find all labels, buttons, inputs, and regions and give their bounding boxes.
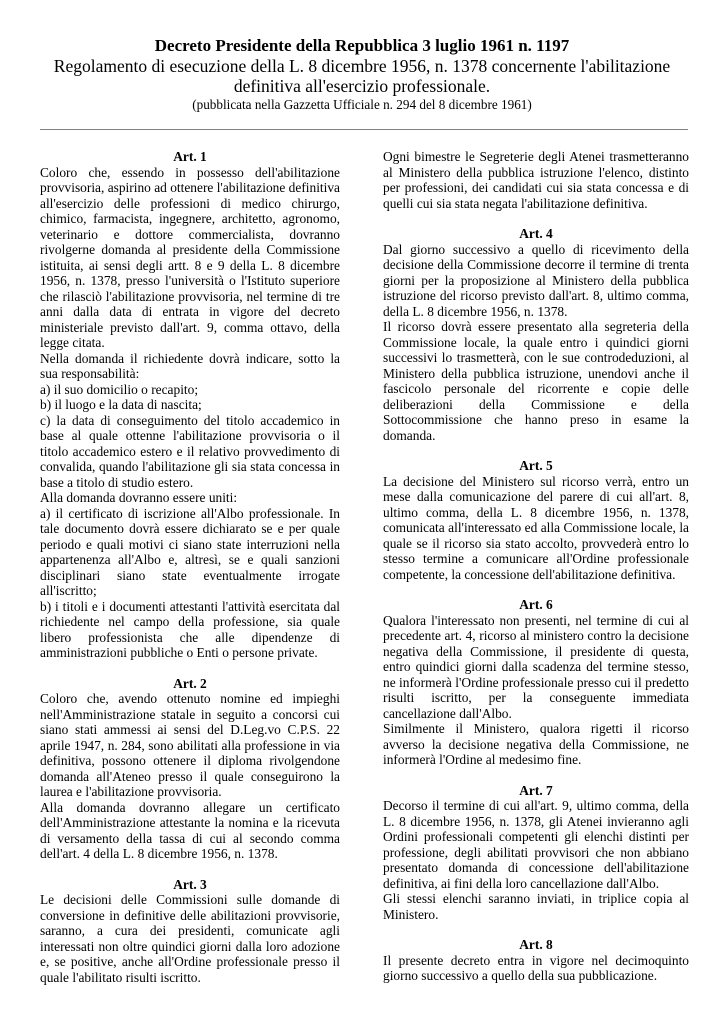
article-heading: Art. 4 xyxy=(519,226,553,241)
article-1 xyxy=(40,149,340,661)
article-paragraph: Alla domanda dovranno allegare un certificato dell'Amministrazione attestante la nomina e la ricevuta di versamento della tassa di cui al secondo comma dell'art. 4 della L. 8 dicembre 1956, n. 1378. xyxy=(40,799,340,861)
article-4 xyxy=(383,226,689,443)
article-2 xyxy=(40,676,340,862)
article-heading: Art. 5 xyxy=(519,458,553,473)
left-column xyxy=(40,149,340,1000)
article-paragraph: Qualora l'interessato non presenti, nel termine di cui al precedente art. 4, ricorso al ministero contro la decisione negativa della Commissione, il presidente di questa, entro quindici giorni dalla scadenza del termine stesso, ne informerà l'Ordine professionale presso cui il predetto risulti iscritto, per la conseguente immediata cancellazione dall'Albo. xyxy=(383,612,689,721)
publication-note: (pubblicata nella Gazzetta Ufficiale n. 294 del 8 dicembre 1961) xyxy=(192,97,532,112)
article-paragraph: Gli stessi elenchi saranno inviati, in triplice copia al Ministero. xyxy=(383,891,689,922)
article-heading: Art. 8 xyxy=(519,937,553,952)
article-paragraph: Coloro che, essendo in possesso dell'abilitazione provvisoria, aspirino ad ottenere l'abilitazione definitiva all'esercizio delle professioni di medico chirurgo, chimico, farmacista, ingegnere, architetto, agronomo, veterinario e dottore commercialista, dovranno rivolgerne domanda al presidente della Commissione istituita, ai sensi degli artt. 8 e 9 della L. 8 dicembre 1956, n. 1378, presso l'università o l'Istituto superiore che rilasciò l'abilitazione provvisoria, nel termine di tre anni dalla data di entrata in vigore del decreto ministeriale previsto dall'art. 9, comma ottavo, della legge citata. xyxy=(40,164,340,350)
article-paragraph: Ogni bimestre le Segreterie degli Atenei trasmetteranno al Ministero della pubblica istruzione l'elenco, distinto per professioni, dei candidati cui sia stata concessa e di quelli cui sia stata negata l'abilitazione definitiva. xyxy=(383,149,689,211)
decree-title: Decreto Presidente della Repubblica 3 luglio 1961 n. 1197 xyxy=(154,36,570,55)
decree-subtitle: Regolamento di esecuzione della L. 8 dicembre 1956, n. 1378 concernente l'abilitazione definitiva all'esercizio professionale. xyxy=(53,56,671,96)
article-3 xyxy=(40,877,340,986)
article-7 xyxy=(383,783,689,923)
article-paragraph: a) il certificato di iscrizione all'Albo professionale. In tale documento dovrà essere dichiarato se e per quale periodo e quali motivi ci siano state interruzioni nella appartenenza all'Albo e, altresì, se e quali sanzioni disciplinari siano state eventualmente irrogate all'iscritto; xyxy=(40,505,340,598)
article-paragraph: Le decisioni delle Commissioni sulle domande di conversione in definitive delle abilitazioni provvisorie, saranno, a cura dei presidenti, comunicate agli interessati non oltre quindici giorni dalla loro adozione e, se positive, anche all'Ordine professionale presso il quale l'abilitato risulti iscritto. xyxy=(40,892,340,985)
article-paragraph: La decisione del Ministero sul ricorso verrà, entro un mese dalla comunicazione del parere di cui all'art. 8, ultimo comma, della L. 8 dicembre 1956, n. 1378, comunicata all'interessato ed alla Commissione locale, la quale se il ricorso sia stato accolto, provvederà entro lo stesso termine a comunicare all'Ordine professionale competente, la concessione dell'abilitazione definitiva. xyxy=(383,473,689,582)
article-8 xyxy=(383,937,689,984)
article-paragraph: Nella domanda il richiedente dovrà indicare, sotto la sua responsabilità: xyxy=(40,350,340,381)
header-divider xyxy=(40,129,688,130)
article-paragraph: Il ricorso dovrà essere presentato alla segreteria della Commissione locale, la quale entro i quindici giorni successivi lo trasmetterà, con le sue controdeduzioni, al Ministero della pubblica istruzione, unendovi anche il fascicolo personale del ricorrente e copie delle deliberazioni della Commissione e della Sottocommissione che hanno preso in esame la domanda. xyxy=(383,319,689,443)
article-6 xyxy=(383,597,689,768)
article-paragraph: b) i titoli e i documenti attestanti l'attività esercitata dal richiedente nel campo della professione, sia quale libero professionista che alle dipendenze di amministrazioni pubbliche o Enti o persone private. xyxy=(40,598,340,660)
article-3-continued xyxy=(383,149,689,211)
article-paragraph: c) la data di conseguimento del titolo accademico in base al quale ottenne l'abilitazione provvisoria o il titolo accademico estero e il relativo provvedimento di convalida, quando l'abilitazione gli sia stata concessa in base a titolo di studio estero. xyxy=(40,412,340,490)
article-heading: Art. 7 xyxy=(519,782,553,798)
article-paragraph: Dal giorno successivo a quello di ricevimento della decisione della Commissione decorre il termine di trenta giorni per la proposizione al Ministero della pubblica istruzione del ricorso previsto dall'art. 8, ultimo comma, della L. 8 dicembre 1956, n. 1378. xyxy=(383,241,689,319)
article-paragraph: a) il suo domicilio o recapito; xyxy=(40,381,199,397)
article-heading: Art. 2 xyxy=(173,675,207,691)
article-heading: Art. 3 xyxy=(173,876,207,892)
document-header xyxy=(30,36,694,113)
article-paragraph: Il presente decreto entra in vigore nel decimoquinto giorno successivo a quello della sua pubblicazione. xyxy=(383,952,689,983)
article-paragraph: b) il luogo e la data di nascita; xyxy=(40,397,202,412)
right-column xyxy=(383,149,689,999)
article-5 xyxy=(383,458,689,582)
article-paragraph: Coloro che, avendo ottenuto nomine ed impieghi nell'Amministrazione statale in seguito a concorsi cui siano stati ammessi ai sensi del D.Leg.vo C.P.S. 22 aprile 1947, n. 284, sono abilitati alla professione in via definitiva, possono ottenere il diploma rivolgendone domanda all'Ateneo presso il quale conseguirono la laurea e l'abilitazione provvisoria. xyxy=(40,691,340,799)
article-paragraph: Alla domanda dovranno essere uniti: xyxy=(40,490,238,505)
article-paragraph: Similmente il Ministero, qualora rigetti il ricorso avverso la decisione negativa della Commissione, ne informerà l'Ordine al medesimo fine. xyxy=(383,721,689,767)
article-heading: Art. 6 xyxy=(519,597,553,612)
article-heading: Art. 1 xyxy=(173,149,207,164)
article-paragraph: Decorso il termine di cui all'art. 9, ultimo comma, della L. 8 dicembre 1956, n. 1378, gli Atenei invieranno agli Ordini professionali competenti gli elenchi distinti per professione, degli abilitati provvisori che non abbiano presentato domanda di concessione dell'abilitazione definitiva, ai fini della loro cancellazione dall'Albo. xyxy=(383,798,689,891)
